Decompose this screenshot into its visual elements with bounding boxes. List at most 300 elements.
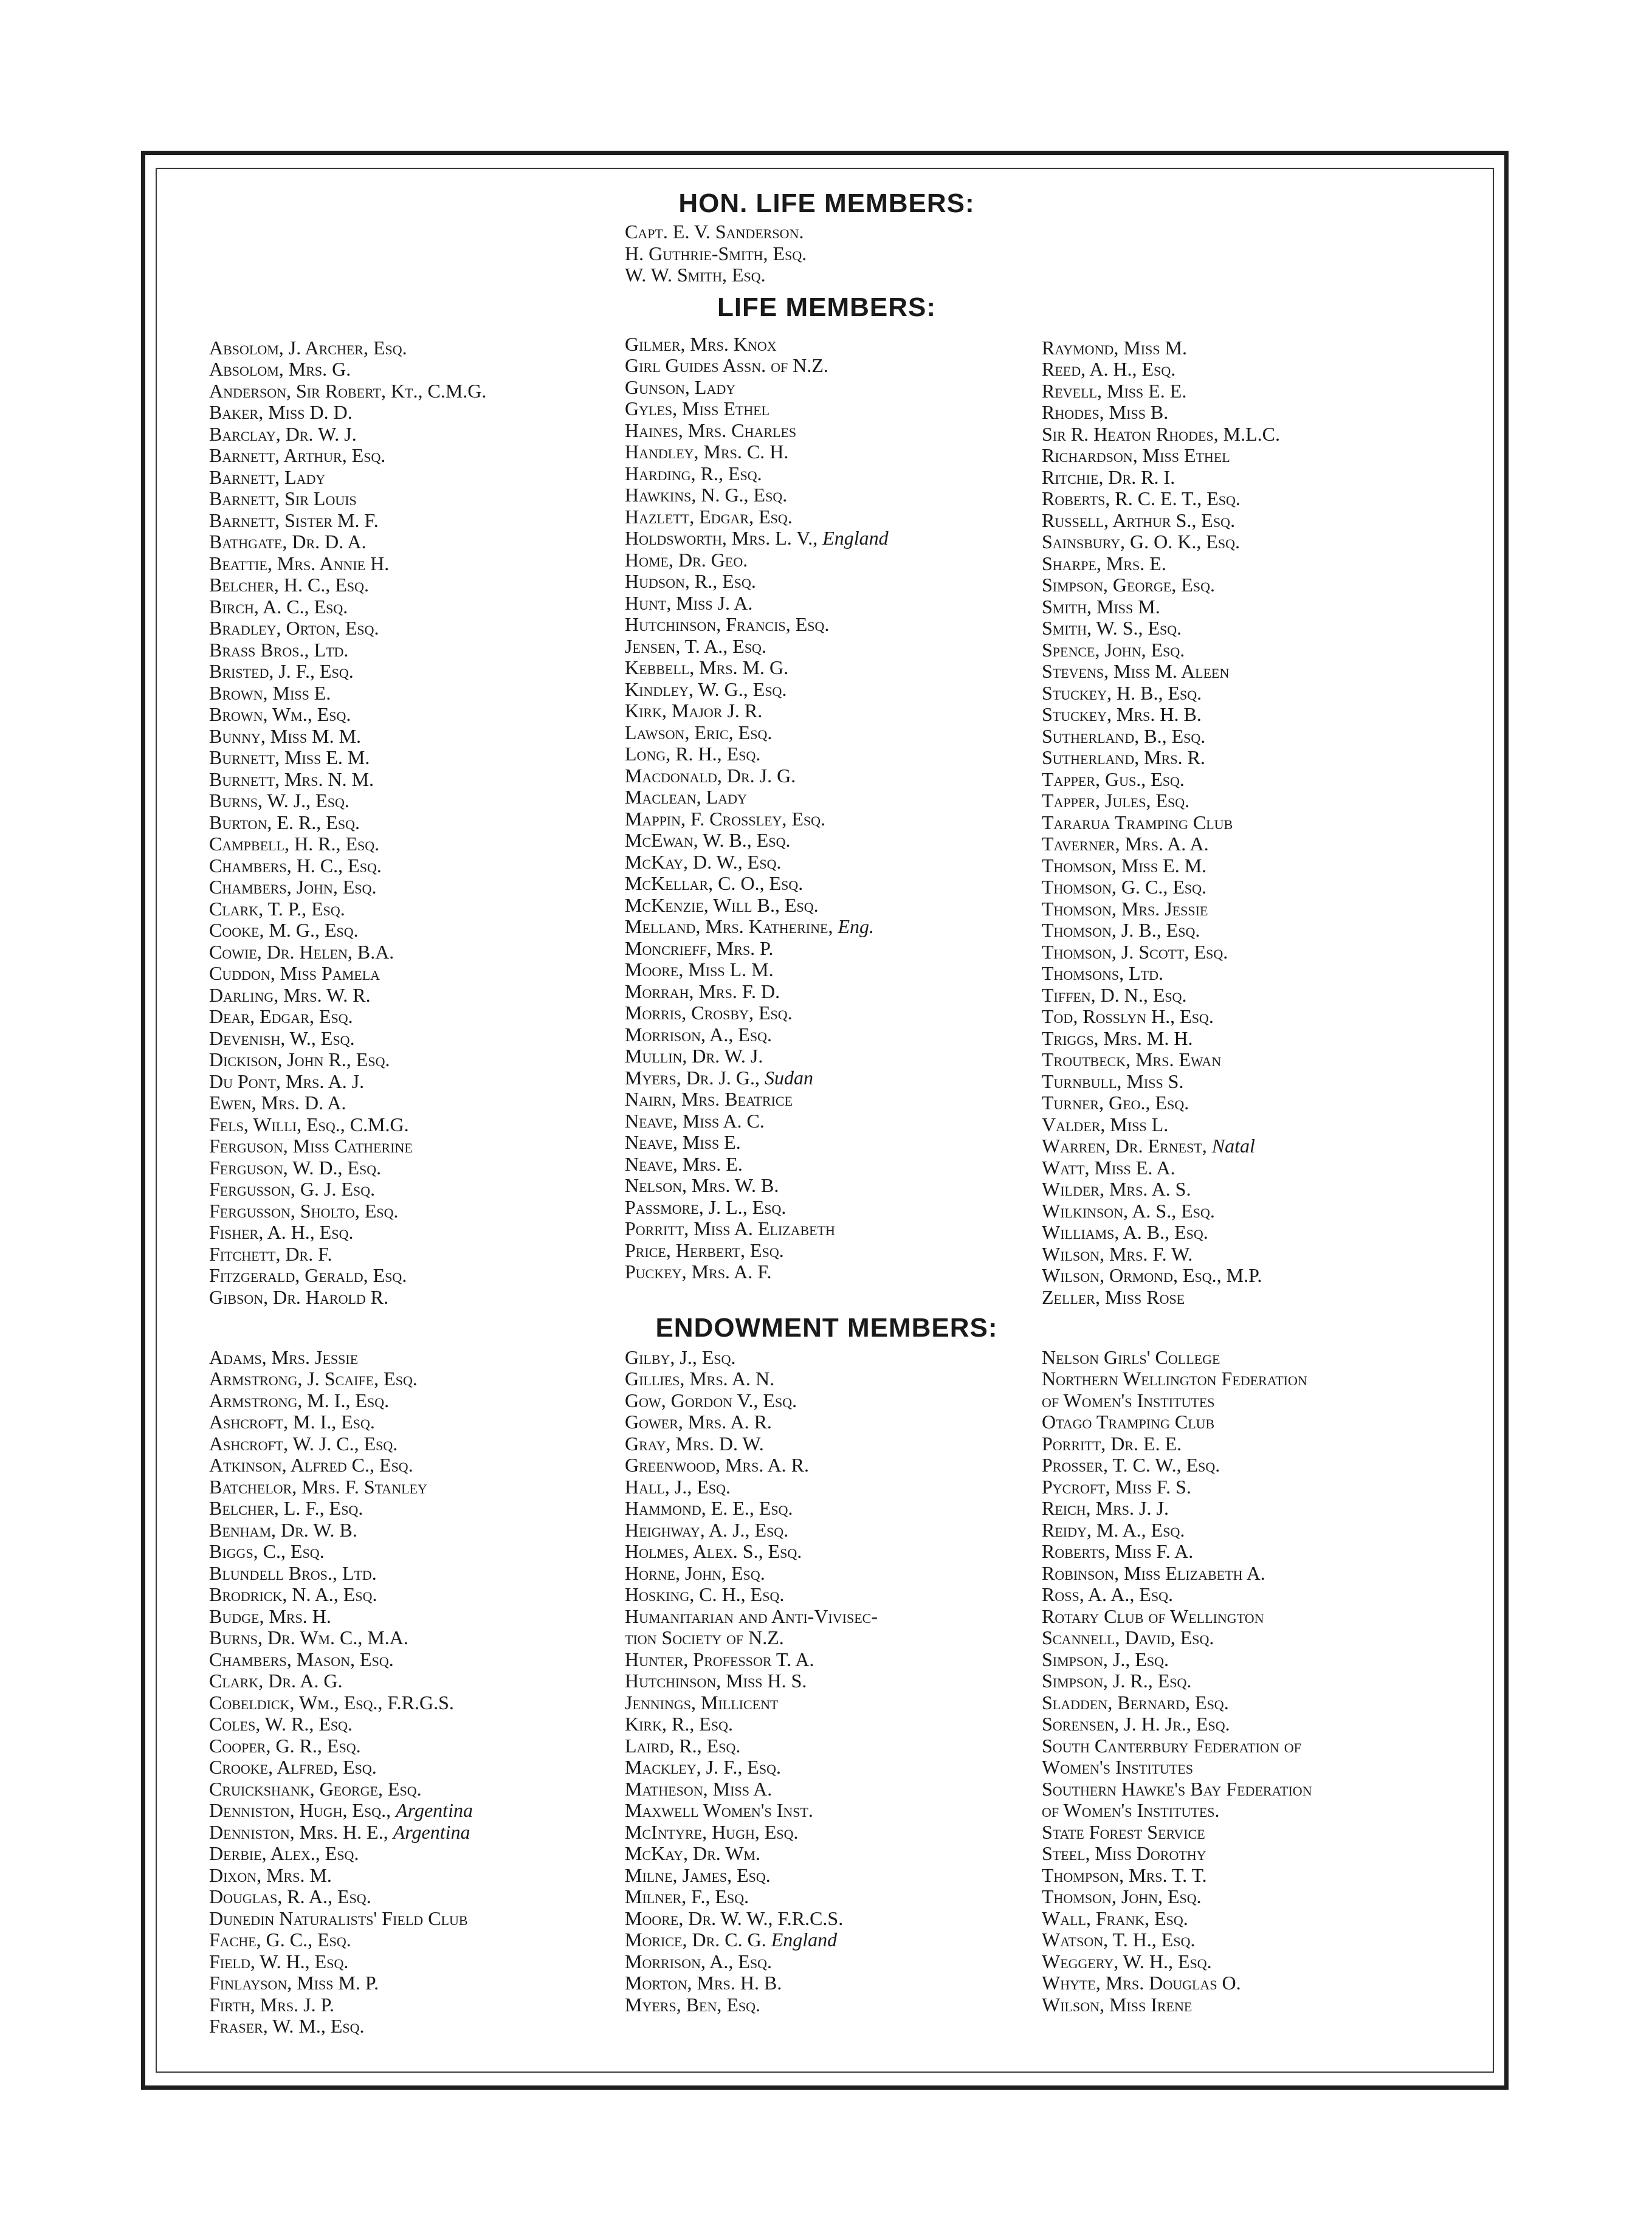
member-name: Pycroft, Miss F. S. [1042,1476,1191,1498]
member-name: Gilby, J., Esq. [625,1346,736,1368]
member-name: Sorensen, J. H. Jr., Esq. [1042,1713,1230,1735]
member-name: Steel, Miss Dorothy [1042,1843,1206,1864]
list-item: Capt. E. V. Sanderson. [625,221,804,243]
member-entry [1042,381,1467,402]
member-name: Warren, Dr. Ernest, [1042,1135,1207,1157]
member-name: Ashcroft, M. I., Esq. [209,1411,375,1433]
member-name: Fitchett, Dr. F. [209,1243,332,1265]
member-name: Thomson, Miss E. M. [1042,855,1207,876]
member-name: Humanitarian and Anti-Vivisec- [625,1605,878,1627]
member-entry [625,1520,1038,1541]
member-entry [209,359,610,381]
member-name: Moore, Miss L. M. [625,959,774,980]
member-entry [209,1368,610,1390]
member-name: Thomson, J. B., Esq. [1042,920,1200,941]
member-name: Mappin, F. Crossley, Esq. [625,808,826,830]
member-entry [209,726,610,748]
life-column-2 [625,334,1038,1283]
member-name: Simpson, J., Esq. [1042,1648,1169,1670]
member-name: Northern Wellington Federation [1042,1368,1307,1390]
member-entry [1042,963,1467,985]
endowment-column-1 [209,1347,610,2037]
member-name: Burnett, Miss E. M. [209,747,370,768]
member-name: South Canterbury Federation of [1042,1735,1301,1757]
member-entry [209,1929,610,1951]
member-entry [209,920,610,942]
member-entry [625,549,1038,571]
member-name: Field, W. H., Esq. [209,1951,349,1972]
member-name: Fels, Willi, Esq., C.M.G. [209,1114,409,1135]
member-entry [1042,1800,1467,1822]
member-name: Rhodes, Miss B. [1042,402,1169,423]
member-entry [625,1757,1038,1779]
member-name: Sutherland, B., Esq. [1042,725,1206,747]
member-entry [625,636,1038,658]
member-name: Jensen, T. A., Esq. [625,635,766,657]
life-heading: LIFE MEMBERS: [717,292,937,322]
member-entry [209,1476,610,1498]
member-name: Fisher, A. H., Esq. [209,1222,354,1243]
member-name: Burnett, Mrs. N. M. [209,768,374,790]
hon-life-heading: HON. LIFE MEMBERS: [678,188,975,218]
member-entry [1042,1092,1467,1114]
member-entry [209,1433,610,1455]
member-name: Moncrieff, Mrs. P. [625,937,774,959]
member-entry [209,1865,610,1887]
member-name: Absolom, Mrs. G. [209,359,351,380]
member-entry [1042,876,1467,898]
member-name: Thomson, John, Esq. [1042,1886,1202,1907]
member-name: Barnett, Sir Louis [209,488,357,509]
member-entry [209,1244,610,1266]
member-entry [625,1347,1038,1369]
member-entry [625,1240,1038,1262]
member-entry [625,1411,1038,1433]
member-name: Adams, Mrs. Jessie [209,1346,359,1368]
member-entry [1042,1692,1467,1714]
member-entry [1042,1200,1467,1222]
member-entry [1042,1951,1467,1973]
member-entry [625,1908,1038,1930]
member-entry [625,1713,1038,1735]
member-name: Kirk, Major J. R. [625,700,763,721]
member-entry [1042,1049,1467,1071]
member-entry [1042,1606,1467,1628]
member-entry [1042,1455,1467,1476]
member-name: Nairn, Mrs. Beatrice [625,1089,793,1110]
member-name: Sladden, Bernard, Esq. [1042,1692,1229,1713]
member-name: Morrison, A., Esq. [625,1951,773,1972]
member-entry [209,531,610,553]
page-content [182,188,1471,2061]
member-entry [209,424,610,446]
member-entry [209,596,610,618]
member-name: Jennings, Millicent [625,1692,779,1713]
member-entry [209,1757,610,1779]
member-name: Gray, Mrs. D. W. [625,1433,764,1455]
member-entry [1042,1822,1467,1844]
member-entry [1042,790,1467,812]
member-entry [209,1071,610,1093]
member-name: Matheson, Miss A. [625,1778,773,1800]
member-name: tion Society of N.Z. [625,1627,784,1648]
member-entry [625,1886,1038,1908]
member-name: Turner, Geo., Esq. [1042,1092,1189,1114]
member-name: Neave, Mrs. E. [625,1153,743,1175]
member-name: Gower, Mrs. A. R. [625,1411,772,1433]
member-entry [209,1670,610,1692]
member-entry [209,1114,610,1136]
member-entry [1042,553,1467,575]
member-name: Greenwood, Mrs. A. R. [625,1455,810,1476]
member-entry [625,1606,1038,1628]
member-name: Heighway, A. J., Esq. [625,1519,789,1541]
member-entry [625,1735,1038,1757]
member-name: Ross, A. A., Esq. [1042,1584,1174,1605]
member-name: Revell, Miss E. E. [1042,380,1187,402]
member-entry [209,898,610,920]
member-name: Absolom, J. Archer, Esq. [209,337,407,359]
member-name: Neave, Miss E. [625,1132,741,1153]
member-entry [209,1390,610,1412]
member-entry [209,1994,610,2016]
member-entry [1042,1735,1467,1757]
member-name: Cruickshank, George, Esq. [209,1778,422,1800]
member-entry [625,852,1038,873]
member-entry [625,1627,1038,1649]
member-name: McIntyre, Hugh, Esq. [625,1821,799,1843]
member-name: Handley, Mrs. C. H. [625,441,789,463]
member-entry [209,1822,610,1844]
member-name: Gillies, Mrs. A. N. [625,1368,775,1390]
member-entry [625,1154,1038,1176]
member-entry [625,571,1038,593]
member-entry [625,1649,1038,1671]
member-entry [1042,985,1467,1007]
member-entry [625,959,1038,981]
member-entry [209,1179,610,1200]
member-name: Clark, Dr. A. G. [209,1670,343,1692]
member-name: Tararua Tramping Club [1042,811,1233,833]
member-name: Stevens, Miss M. Aleen [1042,661,1230,682]
member-name: Dixon, Mrs. M. [209,1864,332,1886]
member-entry [625,1433,1038,1455]
member-entry [209,1411,610,1433]
member-entry [209,402,610,424]
member-name: Barnett, Sister M. F. [209,509,379,531]
member-entry [1042,445,1467,467]
member-name: Fitzgerald, Gerald, Esq. [209,1265,407,1286]
member-name: Myers, Ben, Esq. [625,1994,761,2016]
member-name: of Women's Institutes [1042,1390,1215,1411]
member-name: Douglas, R. A., Esq. [209,1886,371,1907]
member-name: Dear, Edgar, Esq. [209,1006,353,1027]
hon-life-list [625,221,1471,286]
member-entry [209,1347,610,1369]
member-entry [625,484,1038,506]
member-entry [625,895,1038,917]
member-entry [625,916,1038,938]
member-name: Roberts, Miss F. A. [1042,1541,1194,1562]
member-entry [209,1779,610,1800]
member-name: Sharpe, Mrs. E. [1042,553,1166,574]
endowment-column-3 [1042,1347,1467,2016]
member-name: Barnett, Lady [209,466,326,488]
member-name: Porritt, Miss A. Elizabeth [625,1218,835,1239]
member-entry [209,1951,610,1973]
member-name: Robinson, Miss Elizabeth A. [1042,1562,1265,1584]
member-entry [625,938,1038,960]
member-entry [1042,1779,1467,1800]
member-name: Maxwell Women's Inst. [625,1800,813,1821]
endowment-members-columns [182,1347,1471,2046]
member-name: Milner, F., Esq. [625,1886,749,1907]
member-name: Barclay, Dr. W. J. [209,423,357,445]
member-name: Burton, E. R., Esq. [209,811,360,833]
member-name: Mackley, J. F., Esq. [625,1757,782,1778]
member-entry [625,441,1038,463]
member-entry [209,1735,610,1757]
member-name: Batchelor, Mrs. F. Stanley [209,1476,427,1498]
member-entry [209,942,610,963]
member-name: Cooper, G. R., Esq. [209,1735,361,1757]
member-entry [625,1132,1038,1154]
member-name: Girl Guides Assn. of N.Z. [625,355,828,376]
member-entry [1042,1865,1467,1887]
member-name: Coles, W. R., Esq. [209,1713,353,1735]
member-name: Belcher, L. F., Esq. [209,1498,363,1519]
member-entry [625,506,1038,528]
member-name: Macdonald, Dr. J. G. [625,765,796,787]
member-name: Atkinson, Alfred C., Esq. [209,1455,413,1476]
member-entry [1042,1584,1467,1606]
member-entry [209,1972,610,1994]
member-name: Nelson Girls' College [1042,1346,1220,1368]
member-name: Chambers, Mason, Esq. [209,1648,394,1670]
member-name: Wilson, Mrs. F. W. [1042,1243,1193,1265]
member-name: Baker, Miss D. D. [209,402,353,423]
endowment-heading: ENDOWMENT MEMBERS: [655,1312,998,1343]
member-name: Simpson, J. R., Esq. [1042,1670,1192,1692]
member-name: Wilder, Mrs. A. S. [1042,1179,1191,1200]
member-name: Hudson, R., Esq. [625,571,756,592]
member-entry [209,639,610,661]
member-entry [625,614,1038,636]
member-entry [1042,1627,1467,1649]
member-entry [1042,1368,1467,1390]
member-entry [625,981,1038,1003]
member-name: Mullin, Dr. W. J. [625,1045,763,1067]
member-name: Valder, Miss L. [1042,1114,1169,1135]
member-entry [1042,1520,1467,1541]
member-entry [625,1455,1038,1476]
member-entry [1042,1411,1467,1433]
member-name: Weggery, W. H., Esq. [1042,1951,1212,1972]
member-entry [209,1006,610,1028]
member-name: Denniston, Hugh, Esq., [209,1800,391,1821]
member-name: Horne, John, Esq. [625,1562,765,1584]
member-entry [1042,726,1467,748]
member-name: Devenish, W., Esq. [209,1027,355,1049]
member-name: Harding, R., Esq. [625,463,762,484]
member-name: Finlayson, Miss M. P. [209,1972,379,1994]
member-entry [1042,683,1467,704]
member-entry [209,1455,610,1476]
member-name: Armstrong, M. I., Esq. [209,1390,390,1411]
member-name: Smith, Miss M. [1042,596,1160,618]
member-entry [209,1563,610,1585]
member-name: Morton, Mrs. H. B. [625,1972,782,1994]
member-entry [209,488,610,510]
member-entry [625,1045,1038,1067]
member-entry [1042,1908,1467,1930]
member-name: Fraser, W. M., Esq. [209,2016,365,2037]
member-entry [625,528,1038,549]
member-name: Puckey, Mrs. A. F. [625,1261,772,1283]
member-entry [209,704,610,726]
member-name: Hammond, E. E., Esq. [625,1498,793,1519]
member-entry [1042,1287,1467,1309]
member-entry [625,743,1038,765]
member-entry [209,1498,610,1520]
member-entry [1042,1563,1467,1585]
member-name: McKellar, C. O., Esq. [625,873,804,894]
member-name: Campbell, H. R., Esq. [209,833,380,855]
member-entry [1042,359,1467,381]
member-entry [209,1092,610,1114]
member-name: Dickison, John R., Esq. [209,1049,390,1070]
member-entry [209,381,610,402]
member-entry [1042,1541,1467,1563]
member-entry [625,1670,1038,1692]
life-members-columns [182,325,1471,1313]
member-entry [1042,1157,1467,1179]
member-name: Hosking, C. H., Esq. [625,1584,785,1605]
member-name: Richardson, Miss Ethel [1042,445,1230,466]
member-name: Sainsbury, G. O. K., Esq. [1042,531,1241,553]
member-name: Burns, W. J., Esq. [209,790,349,811]
member-name: Reich, Mrs. J. J. [1042,1498,1169,1519]
member-location: England [822,528,889,549]
member-name: Tod, Rosslyn H., Esq. [1042,1006,1214,1027]
member-entry [1042,1649,1467,1671]
member-entry [625,593,1038,615]
member-name: Hutchinson, Francis, Esq. [625,614,830,635]
member-entry [625,1002,1038,1024]
member-entry [1042,1498,1467,1520]
member-entry [625,830,1038,852]
member-entry [209,876,610,898]
member-name: Lawson, Eric, Esq. [625,721,773,743]
member-name: Blundell Bros., Ltd. [209,1562,377,1584]
member-name: Firth, Mrs. J. P. [209,1994,334,2016]
member-entry [209,1692,610,1714]
member-entry [1042,337,1467,359]
member-entry [1042,769,1467,791]
member-name: Stuckey, H. B., Esq. [1042,682,1202,704]
member-name: Brass Bros., Ltd. [209,639,349,661]
member-name: Otago Tramping Club [1042,1411,1215,1433]
member-entry [1042,1222,1467,1244]
member-name: Sir R. Heaton Rhodes, M.L.C. [1042,423,1280,445]
member-name: Williams, A. B., Esq. [1042,1222,1208,1243]
member-entry [209,553,610,575]
member-name: Brown, Wm., Esq. [209,704,351,725]
member-name: Gow, Gordon V., Esq. [625,1390,797,1411]
member-entry [625,765,1038,787]
member-entry [625,657,1038,679]
member-entry [625,1843,1038,1865]
member-name: Hutchinson, Miss H. S. [625,1670,807,1692]
member-name: Brodrick, N. A., Esq. [209,1584,377,1605]
member-location: Argentina [396,1800,473,1821]
member-entry [209,1649,610,1671]
member-entry [209,337,610,359]
member-name: Morrison, A., Esq. [625,1024,773,1045]
member-entry [1042,704,1467,726]
member-name: Wilkinson, A. S., Esq. [1042,1200,1215,1222]
member-name: Thomsons, Ltd. [1042,963,1164,984]
member-entry [625,1111,1038,1132]
member-name: Rotary Club of Wellington [1042,1605,1264,1627]
member-entry [625,722,1038,744]
member-entry [1042,855,1467,877]
member-entry [209,1028,610,1050]
member-name: Ewen, Mrs. D. A. [209,1092,346,1114]
member-entry [209,1886,610,1908]
member-entry [625,355,1038,377]
member-name: Clark, T. P., Esq. [209,898,345,920]
member-entry [625,1390,1038,1412]
member-entry [1042,402,1467,424]
member-entry [625,334,1038,356]
member-name: Thomson, G. C., Esq. [1042,876,1207,898]
list-item: H. Guthrie-Smith, Esq. [625,243,807,264]
member-name: Home, Dr. Geo. [625,549,748,571]
member-name: Hazlett, Edgar, Esq. [625,506,793,528]
member-name: Birch, A. C., Esq. [209,596,348,618]
member-entry [1042,596,1467,618]
member-entry [1042,1028,1467,1050]
member-entry [209,1265,610,1287]
member-entry [209,1843,610,1865]
life-column-1 [209,337,610,1309]
member-entry [1042,1071,1467,1093]
member-entry [625,1584,1038,1606]
member-name: Ritchie, Dr. R. I. [1042,466,1175,488]
member-entry [625,1368,1038,1390]
member-name: Bunny, Miss M. M. [209,725,362,747]
member-entry [1042,467,1467,489]
member-name: Smith, W. S., Esq. [1042,618,1182,639]
member-entry [209,1049,610,1071]
member-name: Holmes, Alex. S., Esq. [625,1541,802,1562]
member-entry [625,398,1038,420]
member-name: Cobeldick, Wm., Esq., F.R.G.S. [209,1692,454,1713]
member-location: Natal [1211,1135,1255,1157]
member-name: Passmore, J. L., Esq. [625,1196,786,1218]
member-name: Cowie, Dr. Helen, B.A. [209,941,394,963]
member-name: Tiffen, D. N., Esq. [1042,984,1187,1006]
member-entry [1042,898,1467,920]
member-name: Tapper, Gus., Esq. [1042,768,1185,790]
list-item: W. W. Smith, Esq. [625,264,766,286]
member-entry [1042,574,1467,596]
member-entry [1042,1843,1467,1865]
member-entry [209,1800,610,1822]
member-name: Hunter, Professor T. A. [625,1648,814,1670]
member-entry [1042,1994,1467,2016]
